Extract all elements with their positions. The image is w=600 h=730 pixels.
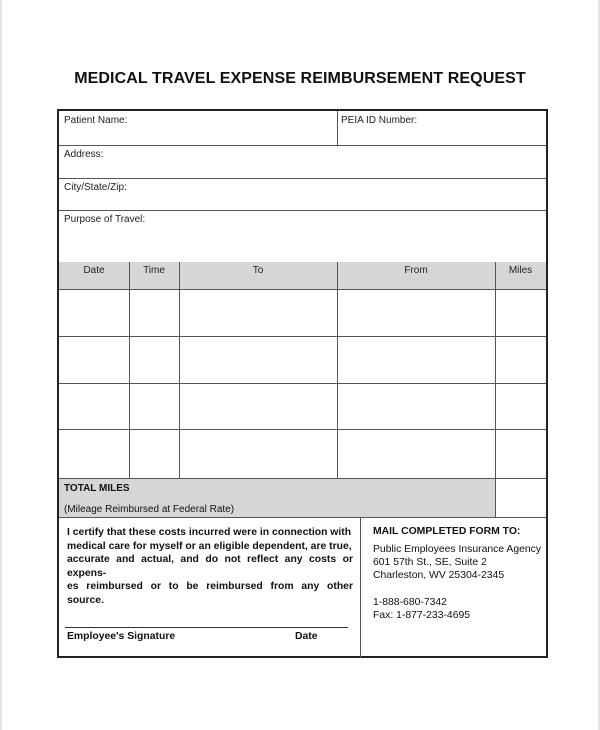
- reimbursement-form: [57, 109, 548, 658]
- form-title: MEDICAL TRAVEL EXPENSE REIMBURSEMENT REQUEST: [74, 70, 526, 87]
- patient-divider: [337, 111, 338, 146]
- phone-number: 1-888-680-7342: [373, 597, 447, 608]
- date-label: Date: [295, 631, 318, 642]
- total-miles-label: TOTAL MILES: [64, 483, 130, 494]
- header-from: From: [404, 265, 428, 276]
- patient-row: [59, 111, 546, 146]
- signature-label: Employee's Signature: [67, 631, 176, 642]
- peia-id-field[interactable]: PEIA ID Number:: [341, 115, 418, 126]
- contact-numbers: [373, 596, 470, 622]
- header-date: Date: [83, 265, 105, 276]
- col-divider-to: [337, 262, 338, 479]
- fax-number: Fax: 1-877-233-4695: [373, 610, 471, 621]
- table-row-line-1: [59, 336, 546, 337]
- col-divider-time: [179, 262, 180, 479]
- city-state-zip-field[interactable]: City/State/Zip:: [64, 182, 127, 193]
- header-time: Time: [143, 265, 165, 276]
- purpose-of-travel-field[interactable]: Purpose of Travel:: [64, 214, 146, 225]
- col-divider-date: [129, 262, 130, 479]
- address-field[interactable]: Address:: [64, 149, 104, 160]
- header-to: To: [252, 265, 264, 276]
- header-miles: Miles: [508, 265, 533, 276]
- mileage-rate-note: (Mileage Reimbursed at Federal Rate): [64, 504, 235, 515]
- totals-bottom-line: [59, 517, 546, 518]
- certification-text: I certify that these costs incurred were in connection with medical care for myself or an eligible dependent, are true, accurate and actual, and do not reflect any costs or expens- es reimbursed or to be reimbursed from any other source.: [67, 527, 353, 606]
- table-row-line-3: [59, 429, 546, 430]
- signature-line[interactable]: [65, 627, 348, 628]
- city-row: [59, 179, 546, 211]
- address-row: [59, 146, 546, 179]
- mail-heading: MAIL COMPLETED FORM TO:: [373, 526, 521, 537]
- patient-name-field[interactable]: Patient Name:: [64, 115, 128, 126]
- table-row-line-2: [59, 383, 546, 384]
- page-edge-left: [0, 0, 2, 730]
- bottom-divider: [360, 517, 361, 658]
- mail-address: Public Employees Insurance Agency 601 57th St., SE, Suite 2 Charleston, WV 25304-2345: [373, 544, 542, 581]
